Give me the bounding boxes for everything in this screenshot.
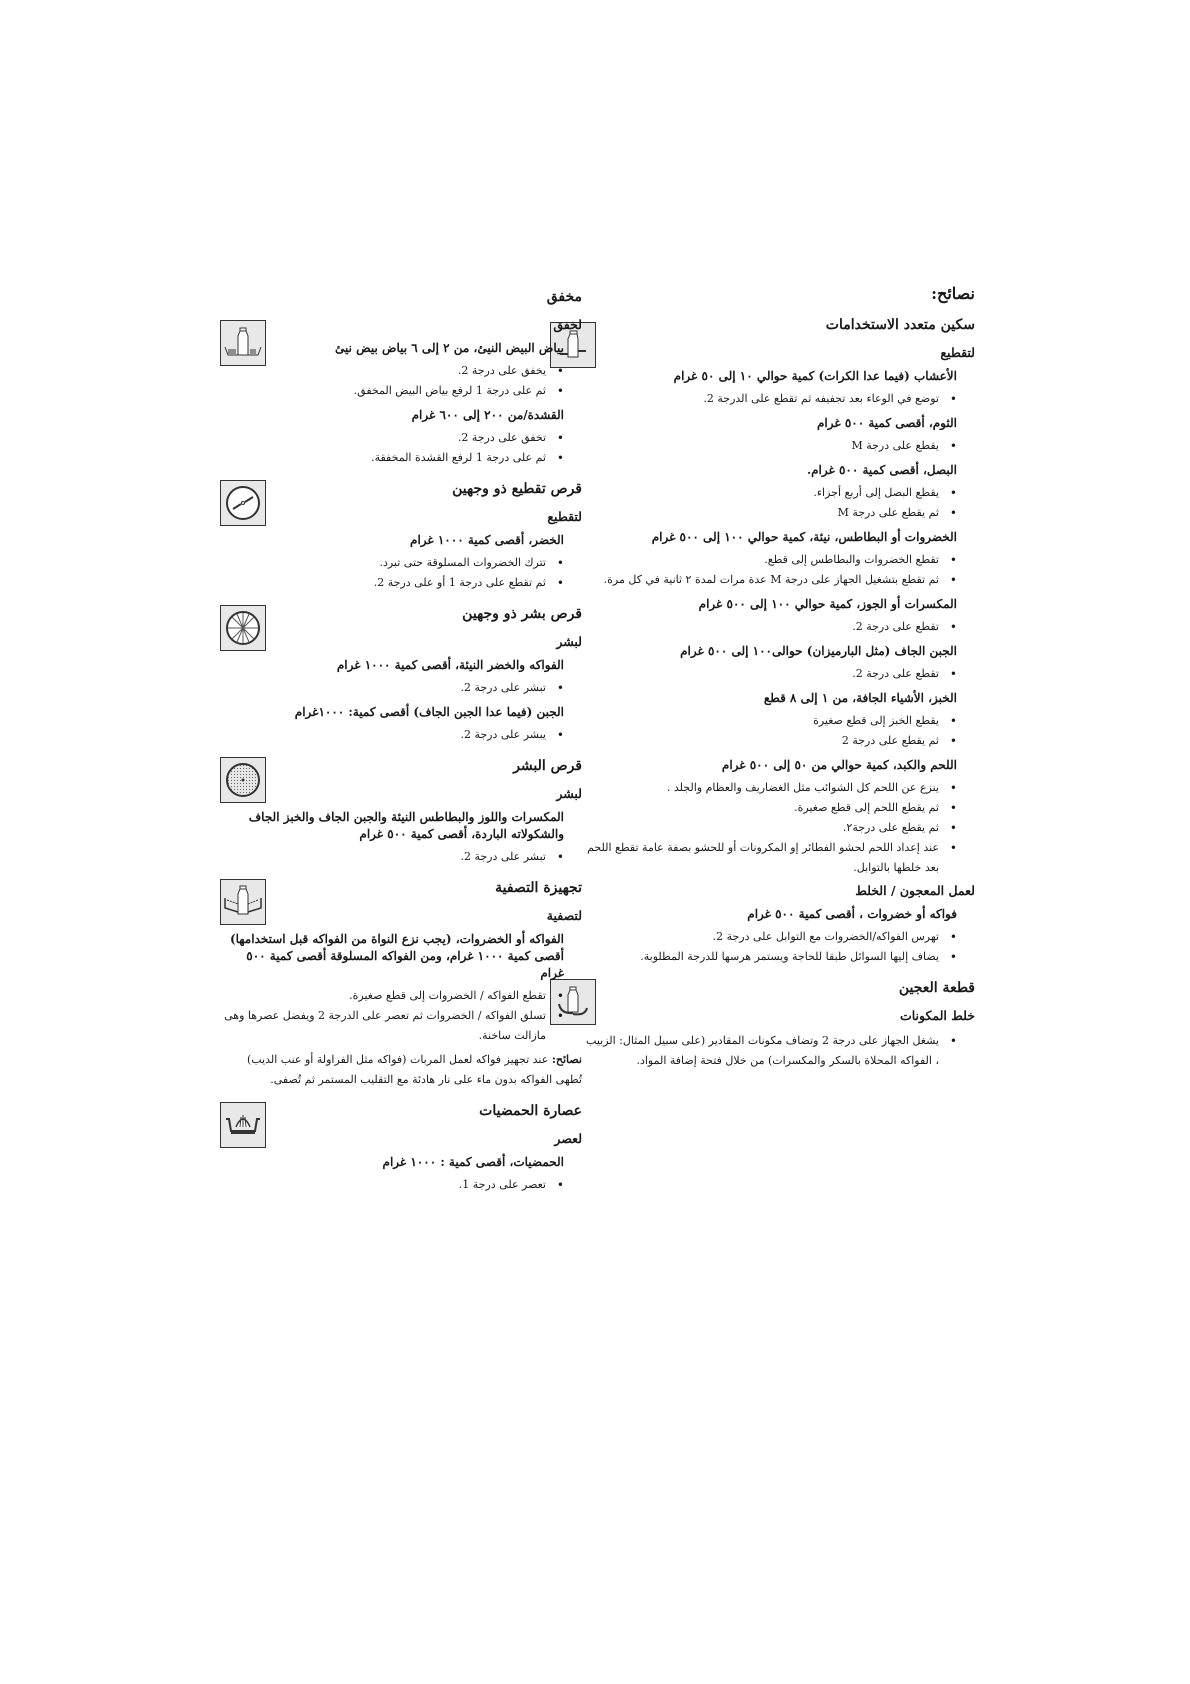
- item-title: الخضر، أقصى كمية ١٠٠٠ غرام: [410, 533, 564, 547]
- item-title: الحمضيات، أقصى كمية : ١٠٠٠ غرام: [382, 1155, 564, 1169]
- item-title: اللحم والكبد، كمية حوالي من ٥٠ إلى ٥٠٠ غرام: [721, 758, 957, 772]
- grating-disc-icon: [220, 605, 266, 651]
- tip-label: نصائح:: [551, 1053, 582, 1066]
- bullet: • ثم يقطع على درجة M: [585, 503, 957, 523]
- bullet: • يخفق على درجة 2.: [222, 361, 564, 381]
- item-title: الثوم، أقصى كمية ٥٠٠ غرام: [816, 416, 957, 430]
- tip-paragraph: [222, 1050, 582, 1090]
- whisk-icon: [220, 320, 266, 366]
- item-title: القشدة/من ٢٠٠ إلى ٦٠٠ غرام: [411, 408, 564, 422]
- bullet: • تبشر على درجة 2.: [222, 847, 564, 867]
- bullet: • يبشر على درجة 2.: [222, 725, 564, 745]
- item-title: الفواكه والخضر النيئة، أقصى كمية ١٠٠٠ غرام: [336, 658, 564, 672]
- right-column: [585, 282, 975, 1081]
- bullet: • ثم يقطع على درجة٢.: [585, 818, 957, 838]
- section-dough-blade: [585, 977, 975, 1071]
- bullet: • يضاف إليها السوائل طبقا للحاجة ويستمر هرسها للدرجة المطلوبة.: [585, 947, 957, 967]
- item-title: الأعشاب (فيما عدا الكرات) كمية حوالي ١٠ إلى ٥٠ غرام: [673, 369, 957, 383]
- strainer-icon: [220, 879, 266, 925]
- section-fine-grater: [222, 755, 582, 867]
- citrus-press-icon: [220, 1102, 266, 1148]
- section-subtitle: لعصر: [554, 1131, 582, 1146]
- section-subtitle: لتقطيع: [940, 345, 975, 360]
- section-title: تجهيزة التصفية: [495, 880, 582, 896]
- item-title: الفواكه أو الخضروات، (يجب نزع النواة من الفواكه قبل استخدامها) أقصى كمية ١٠٠٠ غرام، ومن الفواكه المسلوقة أقصى كمية ٥٠٠ غرام: [229, 932, 564, 980]
- bullet: • يقطع الخبز إلى قطع صغيرة: [585, 711, 957, 731]
- section-strainer: [222, 877, 582, 1090]
- bullet: • تقطع الفواكه / الخضروات إلى قطع صغيرة.: [222, 986, 564, 1006]
- item-title: المكسرات أو الجوز، كمية حوالي ١٠٠ إلى ٥٠٠ غرام: [698, 597, 957, 611]
- bullet: • يقطع البصل إلى أربع أجزاء.: [585, 483, 957, 503]
- item-title: الجبن (فيما عدا الجبن الجاف) أقصى كمية: ١٠٠٠غرام: [294, 705, 564, 719]
- bullet: • يقطع على درجة M: [585, 436, 957, 456]
- section-grating-disc: [222, 603, 582, 745]
- item-title: فواكه أو خضروات ، أقصى كمية ٥٠٠ غرام: [747, 907, 957, 921]
- item-title: الجبن الجاف (مثل البارميزان) حوالى١٠٠ إلى ٥٠٠ غرام: [680, 644, 957, 658]
- section-subtitle: خلط المكونات: [899, 1008, 975, 1023]
- bullet: • عند إعداد اللحم لحشو الفطائر إو المكرونات أو للحشو بصفة عامة تقطع اللحم بعد خلطها بالتوابل.: [585, 838, 957, 878]
- section-title: قرص تقطيع ذو وجهين: [452, 481, 582, 497]
- left-column: [222, 282, 582, 1205]
- section-subtitle: لبشر: [556, 786, 582, 801]
- bullet: • تقطع على درجة 2.: [585, 617, 957, 637]
- bullet: • يشغل الجهاز على درجة 2 وتضاف مكونات المقادير (على سبيل المثال: الزبيب ، الفواكه المحلاة بالسكر والمكسرات) من خلال فتحة إضافة المواد.: [585, 1031, 957, 1071]
- section-subtitle: لبشر: [556, 634, 582, 649]
- bullet: • ثم على درجة 1 لرفع بياض البيض المخفق.: [222, 381, 564, 401]
- section-title: عصارة الحمضيات: [479, 1103, 582, 1119]
- bullet: • تعصر على درجة 1.: [222, 1175, 564, 1195]
- bullet: • توضع في الوعاء بعد تجفيفه ثم تقطع على الدرجة 2.: [585, 389, 957, 409]
- item-title: الخبز، الأشياء الجافة، من ١ إلى ٨ قطع: [763, 691, 957, 705]
- section-title: مخفق: [546, 289, 582, 305]
- item-title: البصل، أقصى كمية ٥٠٠ غرام.: [806, 463, 957, 477]
- fine-grater-icon: [220, 757, 266, 803]
- section-title: قرص البشر: [513, 758, 582, 774]
- section-citrus-press: [222, 1100, 582, 1195]
- section-subtitle: لتصفية: [546, 908, 582, 923]
- bullet: • ثم يقطع على درجة 2: [585, 731, 957, 751]
- bullet: • تقطع على درجة 2.: [585, 664, 957, 684]
- bullet: • تسلق الفواكه / الخضروات ثم تعصر على الدرجة 2 ويفضل عصرها وهى مازالت ساخنة.: [222, 1006, 564, 1046]
- bullet: • تهرس الفواكه/الخضروات مع التوابل على درجة 2.: [585, 927, 957, 947]
- tip-text: عند تجهيز فواكه لعمل المربات (فواكه مثل الفراولة أو عنب الديب) تُطهى الفواكه بدون ماء على نار هادئة مع التقليب المستمر ثم تُصفى.: [246, 1053, 582, 1086]
- bullet: • تخفق على درجة 2.: [222, 428, 564, 448]
- bullet: • ثم يقطع اللحم إلى قطع صغيرة.: [585, 798, 957, 818]
- section-subtitle: لخفق: [553, 317, 582, 332]
- slicing-disc-icon: [220, 480, 266, 526]
- section-subtitle: لتقطيع: [547, 509, 582, 524]
- bullet: • ثم تقطع على درجة 1 أو على درجة 2.: [222, 573, 564, 593]
- item-title: الخضروات أو البطاطس، نيئة، كمية حوالي ١٠٠ إلى ٥٠٠ غرام: [651, 530, 957, 544]
- section-title: سكين متعدد الاستخدامات: [825, 317, 975, 333]
- bullet: • ثم على درجة 1 لرفع القشدة المخفقة.: [222, 448, 564, 468]
- bullet: • تترك الخضروات المسلوقة حتى تبرد.: [222, 553, 564, 573]
- section-slicing-disc: [222, 478, 582, 593]
- bullet: • تقطع الخضروات والبطاطس إلى قطع.: [585, 550, 957, 570]
- section-title: قرص بشر ذو وجهين: [462, 606, 582, 622]
- section-title: قطعة العجين: [898, 980, 975, 996]
- bullet: • ينزع عن اللحم كل الشوائب مثل الغضاريف والعظام والجلد .: [585, 778, 957, 798]
- bullet: • تبشر على درجة 2.: [222, 678, 564, 698]
- section-subtitle: لعمل المعجون / الخلط: [855, 883, 975, 898]
- item-title: المكسرات واللوز والبطاطس النيئة والجبن الجاف والخبز الجاف والشكولاته الباردة، أقصى كمية ٥٠٠ غرام: [248, 810, 564, 841]
- item-title: بياض البيض النيئ، من ٢ إلى ٦ بياض بيض نيئ: [334, 341, 564, 355]
- section-whisk: [222, 286, 582, 468]
- page-title: نصائح:: [931, 284, 975, 303]
- section-multipurpose-knife: [585, 314, 975, 967]
- bullet: • ثم تقطع بتشغيل الجهاز على درجة M عدة مرات لمدة ٢ ثانية في كل مرة.: [585, 570, 957, 590]
